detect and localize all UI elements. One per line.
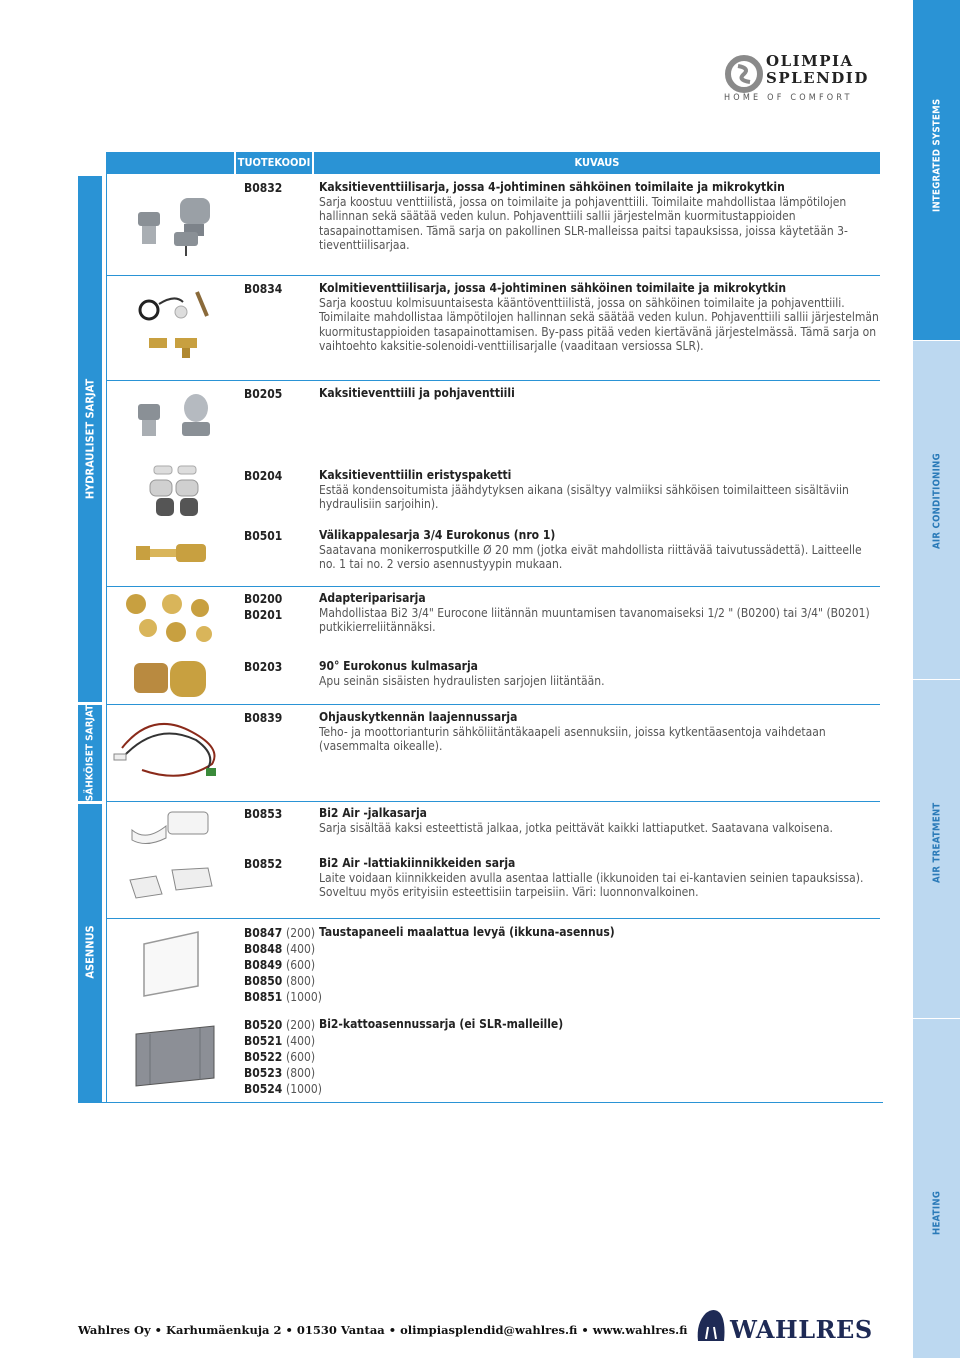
- item-title: Bi2 Air -jalkasarja: [319, 806, 427, 820]
- logo-tagline: HOME OF COMFORT: [724, 93, 853, 103]
- logo-text-olimpia: OLIMPIA: [766, 52, 854, 70]
- header-image-col: [106, 152, 234, 174]
- code: B0520: [244, 1018, 283, 1032]
- wahlres-logo: [694, 1305, 886, 1345]
- code-line: [244, 1033, 322, 1049]
- code-b0200: B0200: [244, 592, 283, 606]
- code-b0205: B0205: [244, 387, 283, 401]
- item-title: Kaksitieventtiili ja pohjaventtiili: [319, 386, 515, 400]
- code-line: [244, 941, 322, 957]
- item-title: Välikappalesarja 3/4 Eurokonus (nro 1): [319, 528, 556, 542]
- desc-b0501: [319, 528, 879, 572]
- code-b0832: B0832: [244, 181, 283, 195]
- code-line: [244, 973, 322, 989]
- code-line: [244, 1017, 322, 1033]
- code-size: (600): [286, 958, 316, 972]
- product-image-b0832: [126, 190, 226, 260]
- item-text: Estää kondensoitumista jäähdytyksen aikana (sisältyy valmiiksi sähköisen toimilaitteen sisältäviin hydraulisiin sarjoihin).: [319, 482, 849, 511]
- code-line: [244, 1049, 322, 1065]
- item-text: Saatavana monikerrosputkille Ø 20 mm (jotka eivät mahdollista riittävää taivutussädettä). Laitteelle no. 1 tai no. 2 versio asennustyypin mukaan.: [319, 542, 862, 571]
- side-tab-label: AIR TREATMENT: [931, 802, 942, 883]
- header-desc: KUVAUS: [314, 152, 880, 174]
- code: B0523: [244, 1066, 283, 1080]
- product-image-b0200-b0201: [118, 590, 218, 650]
- desc-b0832: [319, 180, 879, 253]
- item-text: Sarja sisältää kaksi esteettistä jalkaa, jotka peittävät kaikki lattiaputket. Saatavana valkoisena.: [319, 820, 833, 835]
- code-b0834: B0834: [244, 282, 283, 296]
- logo-text-splendid: SPLENDID: [766, 69, 869, 87]
- code-b0839: B0839: [244, 711, 283, 725]
- code-b0201: B0201: [244, 608, 283, 622]
- product-image-b0852: [126, 864, 216, 904]
- side-tab-air-treatment[interactable]: [913, 680, 960, 1018]
- code: B0850: [244, 974, 283, 988]
- code: B0851: [244, 990, 283, 1004]
- product-image-b0853: [126, 808, 216, 848]
- logo-emblem-icon: [724, 54, 764, 94]
- item-title: Taustapaneeli maalattua levyä (ikkuna-asennus): [319, 925, 615, 939]
- item-text: Laite voidaan kiinnikkeiden avulla asentaa lattialle (ikkunoiden tai ei-kantavien seinien tapauksissa). Soveltuu myös erityisiin esteettisiin tarpeisiin. Väri: luonnonvalkoinen.: [319, 870, 864, 899]
- code-b0203: B0203: [244, 660, 283, 674]
- row-divider: [106, 801, 880, 802]
- item-title: Bi2-kattoasennussarja (ei SLR-malleille): [319, 1017, 564, 1031]
- code-list-b0520-b0524: [244, 1017, 322, 1097]
- item-title: Kaksitieventtiilin eristyspaketti: [319, 468, 512, 482]
- item-text: Sarja koostuu venttiilistä, jossa on toimilaite ja pohjaventtiili. Toimilaite mahdollistaa lämpötilojen hallinnan sekä säätää veden kulun. Pohjaventtiili sallii järjestelmän kuormitustappioiden tasapainottamisen. Tämä sarja on pakollinen SLR-malleissa paitsi tapauksissa, joissa käytetään 3-tieventtiilisarjaa.: [319, 194, 848, 252]
- row-divider: [106, 275, 880, 276]
- item-title: Adapteriparisarja: [319, 591, 426, 605]
- item-title: Bi2 Air -lattiakiinnikkeiden sarja: [319, 856, 516, 870]
- side-tab-integrated-systems[interactable]: [913, 0, 960, 340]
- desc-b0204: [319, 468, 879, 512]
- code-size: (200): [286, 1018, 316, 1032]
- product-image-b0520-b0524: [130, 1024, 220, 1090]
- code-size: (800): [286, 1066, 316, 1080]
- code-b0501: B0501: [244, 529, 283, 543]
- code-size: (1000): [286, 990, 322, 1004]
- desc-b0205: [319, 386, 879, 401]
- desc-b0200-b0201: [319, 591, 879, 635]
- item-title: Kolmitieventtiilisarja, jossa 4-johtiminen sähköinen toimilaite ja mikrokytkin: [319, 281, 787, 295]
- code-line: [244, 1081, 322, 1097]
- code-line: [244, 1065, 322, 1081]
- desc-b0834: [319, 281, 879, 354]
- code: B0522: [244, 1050, 283, 1064]
- product-image-b0834: [135, 286, 215, 366]
- code-b0853: B0853: [244, 807, 283, 821]
- walrus-icon: [694, 1305, 728, 1343]
- row-divider: [106, 918, 880, 919]
- item-text: Apu seinän sisäisten hydraulisten sarjojen liitäntään.: [319, 673, 605, 688]
- desc-b0852: [319, 856, 879, 900]
- row-divider: [78, 1102, 883, 1103]
- code-b0852: B0852: [244, 857, 283, 871]
- product-image-b0203: [130, 657, 220, 701]
- side-tab-label: HEATING: [931, 1190, 942, 1235]
- olimpia-splendid-logo: [724, 52, 886, 106]
- desc-b0853: [319, 806, 879, 835]
- desc-b0839: [319, 710, 879, 754]
- side-tab-label: AIR CONDITIONING: [931, 453, 942, 549]
- group-label: ASENNUS: [83, 925, 97, 979]
- item-title: Ohjauskytkennän laajennussarja: [319, 710, 518, 724]
- group-hydrauliset-sarjat: [78, 176, 102, 702]
- side-tab-air-conditioning[interactable]: [913, 341, 960, 679]
- footer-contact: Wahlres Oy • Karhumäenkuja 2 • 01530 Vantaa • olimpiasplendid@wahlres.fi • www.wahlres.fi: [78, 1323, 688, 1337]
- side-tab-heating[interactable]: [913, 1019, 960, 1358]
- group-label: HYDRAULISET SARJAT: [83, 378, 97, 500]
- group-label: SÄHKÖISET SARJAT: [84, 704, 96, 802]
- code-size: (600): [286, 1050, 316, 1064]
- code-size: (400): [286, 942, 316, 956]
- desc-b0520-b0524: [319, 1017, 879, 1032]
- row-divider: [106, 586, 880, 587]
- item-title: Kaksitieventtiilisarja, jossa 4-johtiminen sähköinen toimilaite ja mikrokytkin: [319, 180, 785, 194]
- product-image-b0839: [112, 714, 232, 794]
- code-line: [244, 957, 322, 973]
- code: B0524: [244, 1082, 283, 1096]
- desc-b0847-b0851: [319, 925, 879, 940]
- code: B0847: [244, 926, 283, 940]
- item-text: Teho- ja moottorianturin sähköliitäntäkaapeli asennuksiin, joissa kytkentäasentoja vaihdetaan (vasemmalta oikealle).: [319, 724, 826, 753]
- side-tab-label: INTEGRATED SYSTEMS: [931, 98, 942, 212]
- item-title: 90° Eurokonus kulmasarja: [319, 659, 478, 673]
- code: B0848: [244, 942, 283, 956]
- group-sahkoiset-sarjat: [78, 705, 102, 801]
- product-image-b0501: [134, 538, 214, 568]
- code-line: [244, 989, 322, 1005]
- code-size: (800): [286, 974, 316, 988]
- table-border: [106, 174, 107, 1102]
- desc-b0203: [319, 659, 879, 688]
- header-code: TUOTEKOODI: [236, 152, 312, 174]
- row-divider: [106, 380, 880, 381]
- product-image-b0205: [126, 392, 226, 452]
- wahlres-logo-text: WAHLRES: [730, 1315, 873, 1344]
- item-text: Sarja koostuu kolmisuuntaisesta kääntöventtiilistä, jossa on sähköinen toimilaite ja pohjaventtiili. Toimilaite mahdollistaa lämpötilojen hallinnan sekä säätää veden kulun. Pohjaventtiili sallii järjestelmän kuormitustappioiden tasapainottamisen. By-pass pitää veden kiertävänä järjestelmässä. Tämä sarja on vaihtoehto kaksitie-solenoidi-venttiilisarjalle (vaaditaan versiossa SLR).: [319, 295, 879, 353]
- group-asennus: [78, 804, 102, 1102]
- code-size: (1000): [286, 1082, 322, 1096]
- code: B0849: [244, 958, 283, 972]
- row-divider: [106, 704, 880, 705]
- code: B0521: [244, 1034, 283, 1048]
- code-b0204: B0204: [244, 469, 283, 483]
- code-size: (400): [286, 1034, 316, 1048]
- code-line: [244, 925, 322, 941]
- product-image-b0847-b0851: [140, 930, 204, 1000]
- item-text: Mahdollistaa Bi2 3/4" Eurocone liitännän muuntamisen tavanomaiseksi 1/2 " (B0200) tai 3/4" (B0201) putkikierreliitännäksi.: [319, 605, 870, 634]
- code-size: (200): [286, 926, 316, 940]
- code-list-b0847-b0851: [244, 925, 322, 1005]
- product-image-b0204: [146, 464, 206, 520]
